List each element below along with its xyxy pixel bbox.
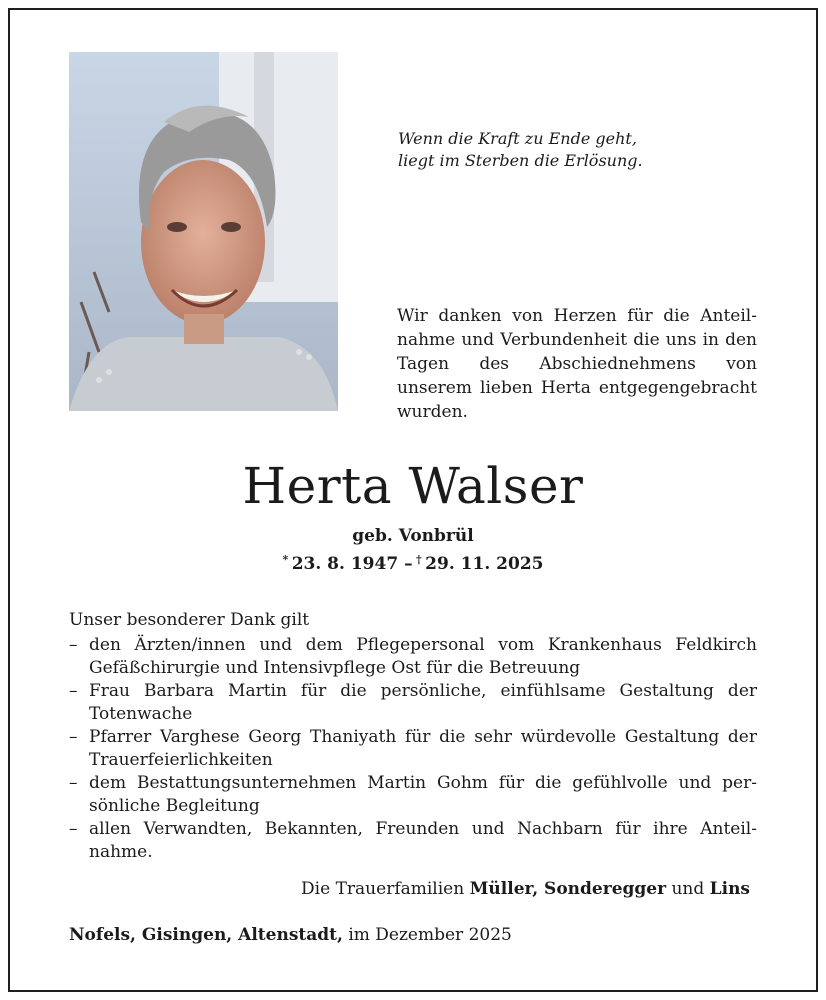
signature-prefix: Die Trauerfamilien <box>301 879 465 899</box>
list-item <box>69 818 757 864</box>
notice-date: im Dezember 2025 <box>348 925 512 945</box>
list-item <box>69 634 757 680</box>
list-item-text: Pfarrer Varghese Georg Thaniyath für die sehr würdevolle Gestaltung der Trauerfeierlichkeiten <box>89 727 757 770</box>
date-separator: – <box>404 554 413 574</box>
list-item <box>69 726 757 772</box>
death-symbol: † <box>416 553 422 566</box>
deceased-name: Herta Walser <box>242 457 584 515</box>
list-item <box>69 772 757 818</box>
memorial-quote <box>398 128 768 172</box>
family-names-2: Lins <box>709 879 750 899</box>
quote-line-1: Wenn die Kraft zu Ende geht, <box>398 129 637 148</box>
list-dash: – <box>69 773 78 793</box>
portrait-photo <box>69 52 338 411</box>
birth-name: geb. Vonbrül <box>352 526 474 546</box>
family-names-1: Müller, Sonderegger <box>469 879 667 899</box>
list-item-text: den Ärzten/innen und dem Pflegepersonal vom Krankenhaus Feldkirch Gefäßchirurgie und Intensivpflege Ost für die Betreuung <box>89 635 757 678</box>
list-item-text: allen Verwandten, Bekannten, Freunden und Nachbarn für ihre Anteilnahme. <box>89 819 757 862</box>
life-dates <box>0 548 826 576</box>
list-dash: – <box>69 681 78 701</box>
place-names: Nofels, Gisingen, Altenstadt, <box>69 925 343 945</box>
list-item <box>69 680 757 726</box>
list-dash: – <box>69 727 78 747</box>
quote-line-2: liegt im Sterben die Erlösung. <box>398 151 643 170</box>
death-date: 29. 11. 2025 <box>425 554 544 574</box>
list-dash: – <box>69 819 78 839</box>
place-and-date <box>69 923 512 947</box>
birth-symbol: * <box>282 553 289 566</box>
birth-date: 23. 8. 1947 <box>291 554 399 574</box>
thanks-paragraph: Wir danken von Herzen für die Anteilnahme und Verbundenheit die uns in den Tagen des Abschiednehmens von unserem lieben Herta entgegengebracht wurden. <box>397 306 757 422</box>
family-signature <box>0 877 750 901</box>
signature-connector: und <box>671 879 705 899</box>
list-dash: – <box>69 635 78 655</box>
list-item-text: Frau Barbara Martin für die persönliche, einfühlsame Gestaltung der Totenwache <box>89 681 757 724</box>
thanks-intro: Unser besonderer Dank gilt <box>69 610 310 630</box>
list-item-text: dem Bestattungsunternehmen Martin Gohm für die gefühlvolle und persönliche Begleitung <box>89 773 757 816</box>
thanks-list <box>69 634 757 864</box>
